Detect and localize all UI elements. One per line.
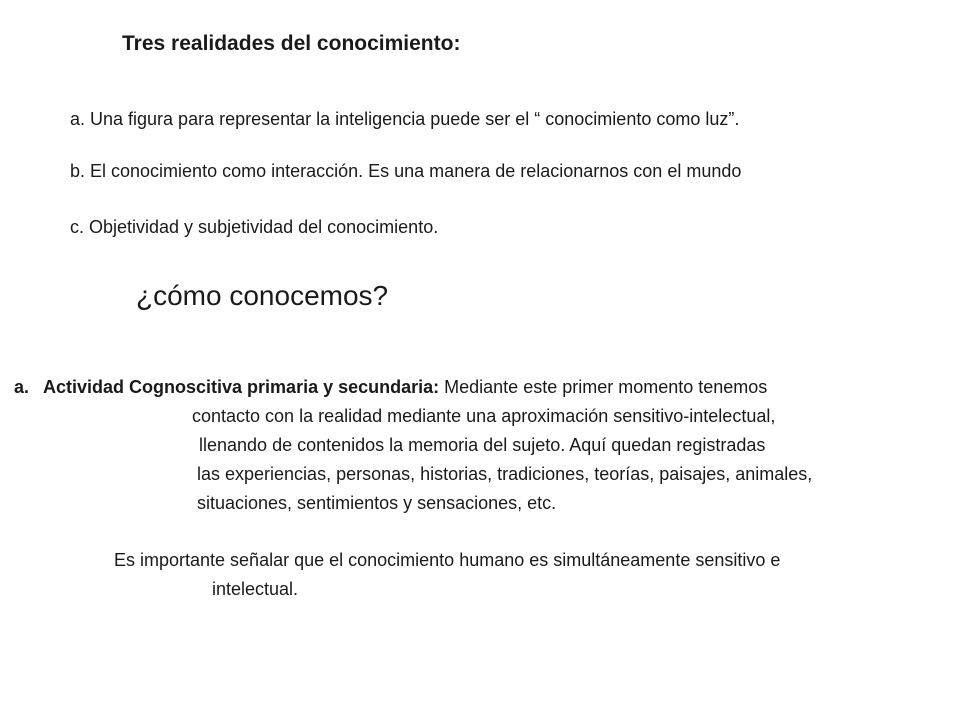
conclusion-line-1: Es importante señalar que el conocimiento humano es simultáneamente sensitivo e xyxy=(114,550,781,570)
realidad-item-b: b. El conocimiento como interacción. Es una manera de relacionarnos con el mundo xyxy=(70,161,742,181)
actividad-line-5: situaciones, sentimientos y sensaciones, etc. xyxy=(197,493,557,513)
actividad-line-3: llenando de contenidos la memoria del sujeto. Aquí quedan registradas xyxy=(199,435,766,455)
section-question: ¿cómo conocemos? xyxy=(136,280,389,311)
slide-heading: Tres realidades del conocimiento: xyxy=(122,32,461,55)
realidad-item-a: a. Una figura para representar la inteligencia puede ser el “ conocimiento como luz”. xyxy=(70,109,740,129)
actividad-title: Actividad Cognoscitiva primaria y secundaria: xyxy=(43,377,440,397)
actividad-line-2: contacto con la realidad mediante una aproximación sensitivo-intelectual, xyxy=(192,406,776,426)
actividad-line-4: las experiencias, personas, historias, tradiciones, teorías, paisajes, animales, xyxy=(197,464,813,484)
list-marker: a. xyxy=(14,377,30,397)
realidad-item-c: c. Objetividad y subjetividad del conocimiento. xyxy=(70,217,439,237)
conclusion-line-2: intelectual. xyxy=(212,579,299,599)
actividad-first-line xyxy=(14,376,767,398)
actividad-text: Mediante este primer momento tenemos xyxy=(439,377,768,397)
